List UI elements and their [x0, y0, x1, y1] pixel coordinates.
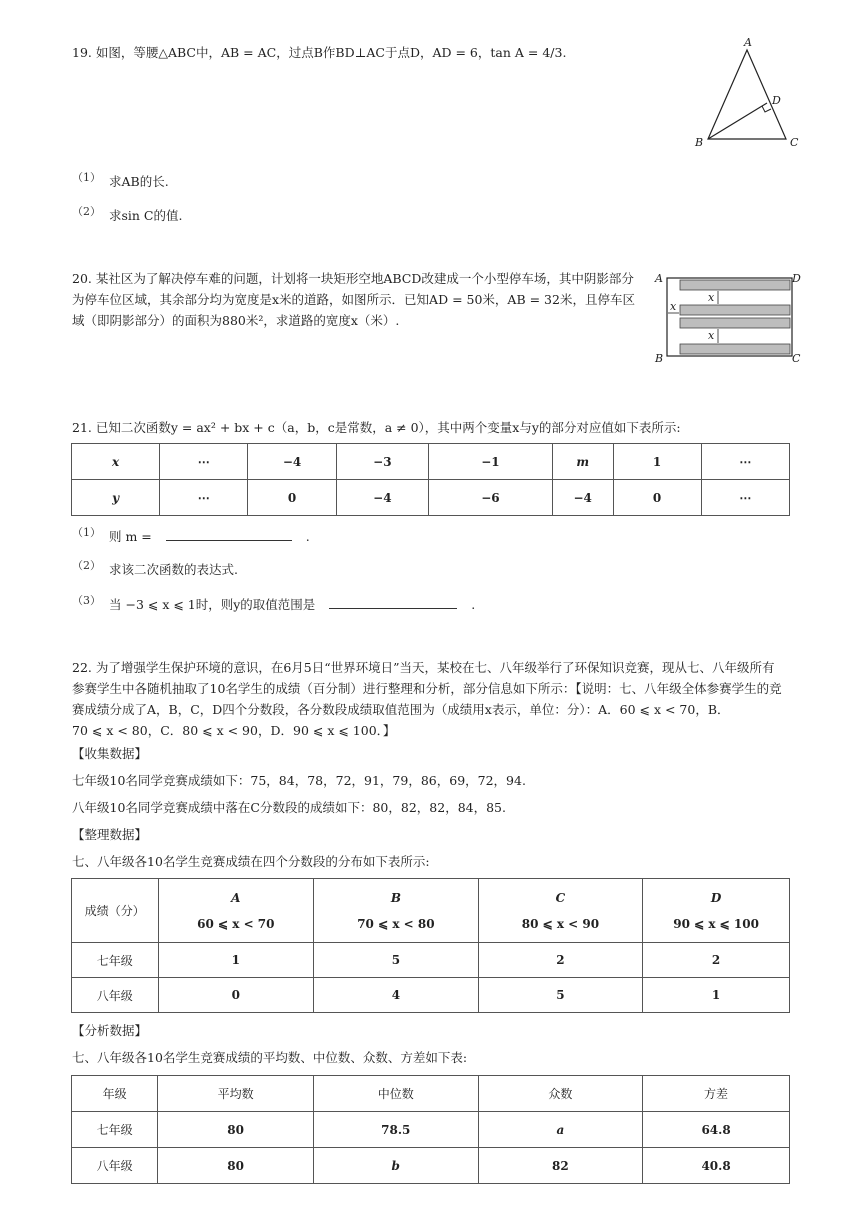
label-a: A [744, 36, 752, 49]
segment-bd [708, 103, 767, 139]
q19-triangle-figure [690, 36, 810, 150]
stat-row-grade8: 八年级 80 b 82 40.8 [72, 1148, 790, 1184]
label-d: D [792, 272, 801, 285]
label-x-top: x [708, 291, 715, 304]
analyze-desc: 七、八年级各10名学生竞赛成绩的平均数、中位数、众数、方差如下表: [72, 1050, 468, 1065]
collect-title: 【收集数据】 [72, 746, 148, 761]
label-x-bottom: x [708, 329, 715, 342]
right-angle-mark [762, 106, 771, 112]
stat-row-grade7: 七年级 80 78.5 a 64.8 [72, 1112, 790, 1148]
parking-strip-mid2 [680, 318, 790, 328]
label-c: C [792, 352, 801, 365]
collect-grade7: 七年级10名同学竞赛成绩如下：75，84，78，72，91，79，86，69，72，94. [72, 773, 526, 788]
label-d: D [772, 94, 781, 107]
answer-blank-m[interactable] [166, 540, 292, 541]
organize-desc: 七、八年级各10名学生竞赛成绩在四个分数段的分布如下表所示: [72, 854, 430, 869]
q20-stem: 20. 某社区为了解决停车难的问题，计划将一块矩形空地ABCD改建成一个小型停车场，其中阴影部分 为停车位区域，其余部分均为宽度是x米的道路，如图所示．已知AD = 50米，AB = 32米，且停车区 域（即阴影部分）的面积为880米²，求道路的宽度x（米）. [72, 271, 635, 328]
q21-sub2: （2） 求该二次函数的表达式. [72, 559, 238, 578]
answer-blank-range[interactable] [329, 608, 457, 609]
q19-stem: 19. 如图，等腰△ABC中，AB = AC，过点B作BD⊥AC于点D，AD = 6，tan A = 4/3. [72, 45, 567, 60]
dist-header-row: 成绩（分） A 60 ⩽ x < 70 B 70 ⩽ x < 80 C 80 ⩽ x < 90 D 90 ⩽ x ⩽ 100 [72, 879, 790, 943]
dist-row-grade7: 七年级 1 5 2 2 [72, 943, 790, 978]
q19-sub1: （1） 求AB的长. [72, 171, 169, 190]
organize-title: 【整理数据】 [72, 827, 148, 842]
parking-strip-top [680, 280, 790, 290]
collect-grade8: 八年级10名同学竞赛成绩中落在C分数段的成绩如下：80，82，82，84，85. [72, 800, 506, 815]
q20-parking-figure [652, 268, 802, 366]
q21-sub3: （3） 当 −3 ⩽ x ⩽ 1时，则y的取值范围是 . [72, 594, 476, 613]
table-row-y: y ⋯ 0 −4 −6 −4 0 ⋯ [72, 480, 790, 516]
analyze-title: 【分析数据】 [72, 1023, 148, 1038]
q21-value-table [71, 443, 790, 516]
q21-sub1: （1） 则 m = . [72, 526, 310, 545]
dist-row-grade8: 八年级 0 4 5 1 [72, 978, 790, 1013]
q19-sub2: （2） 求sin C的值. [72, 205, 183, 224]
q22-stem: 22. 为了增强学生保护环境的意识，在6月5日“世界环境日”当天，某校在七、八年级举行了环保知识竞赛，现从七、八年级所有 参赛学生中各随机抽取了10名学生的成绩（百分制）进行整理和分析，部分信息如下所示：【说明：七、八年级全体参赛学生的竞 赛成绩分成了A，B，C，D四个分数段，各分数段成绩取值范围为（成绩用x表示，单位：分）：A．60 ⩽ x < 70，B． 70 ⩽ x < 80，C．80 ⩽ x < 90，D．90 ⩽ x ⩽ 100．】 [72, 660, 782, 738]
label-x-left: x [670, 300, 677, 313]
parking-strip-mid1 [680, 305, 790, 315]
q21-stem: 21. 已知二次函数y = ax² + bx + c（a，b，c是常数，a ≠ 0），其中两个变量x与y的部分对应值如下表所示: [72, 420, 681, 435]
statistics-table [71, 1075, 790, 1184]
label-c: C [790, 136, 799, 149]
label-b: B [695, 136, 704, 149]
parking-strip-bottom [680, 344, 790, 354]
label-b: B [655, 352, 664, 365]
distribution-table [71, 878, 790, 1013]
stat-header-row: 年级 平均数 中位数 众数 方差 [72, 1076, 790, 1112]
table-row-x: x ⋯ −4 −3 −1 m 1 ⋯ [72, 444, 790, 480]
label-a: A [655, 272, 663, 285]
